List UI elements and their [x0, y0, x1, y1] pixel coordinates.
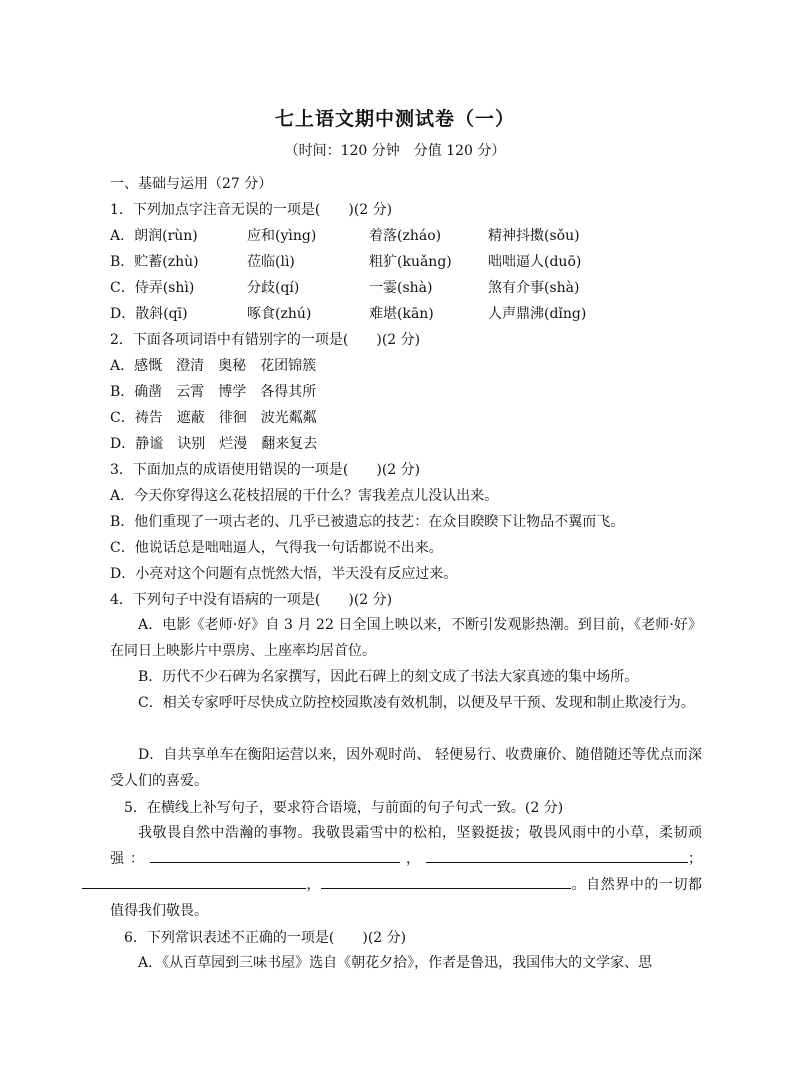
q5-blank-1[interactable]: [150, 848, 400, 863]
q2-option-c: C．祷告 遮蔽 徘徊 波光粼粼: [110, 410, 317, 426]
q1-d-1: D．散斜(qī): [110, 306, 188, 322]
q5-blank-2[interactable]: [426, 848, 688, 863]
q1-c-1: C．侍弄(shì): [110, 280, 195, 296]
section-heading: 一、基础与运用（27 分）: [110, 176, 273, 192]
q3-option-b: B．他们重现了一项古老的、几乎已被遗忘的技艺：在众目睽睽下让物品不翼而飞。: [110, 514, 625, 530]
q4-option-b: B．历代不少石碑为名家撰写，因此石碑上的刻文成了书法大家真迹的集中场所。: [138, 669, 639, 685]
q4-option-d: D．自共享单车在衡阳运营以来，因外观时尚、 轻便易行、收费廉价、随借随还等优点而深受人们的喜爱。: [110, 747, 702, 789]
q1-c-2: 分歧(qí): [247, 280, 300, 296]
q4-option-a: A．电影《老师·好》自 3 月 22 日全国上映以来，不断引发观影热潮。到目前，《老师·好》在同日上映影片中票房、上座率均居首位。: [110, 617, 702, 659]
q5-comma-2: ，: [306, 877, 322, 893]
q3-option-c: C．他说话总是咄咄逼人，气得我一句话都说不出来。: [110, 540, 443, 556]
question-5-stem: 5．在横线上补写句子，要求符合语境，与前面的句子句式一致。(2 分): [124, 800, 564, 816]
q1-d-4: 人声鼎沸(dǐng): [488, 306, 587, 322]
q4-option-c: C．相关专家呼吁尽快成立防控校园欺凌有效机制，以便及早干预、发现和制止欺凌行为。: [138, 695, 695, 711]
q1-b-3: 粗犷(kuǎng): [369, 254, 452, 270]
question-2-stem: 2．下面各项词语中有错别字的一项是( )(2 分): [110, 332, 421, 348]
q6-option-a: A．《从百草园到三味书屋》选自《朝花夕拾》，作者是鲁迅，我国伟大的文学家、思: [138, 955, 653, 971]
question-3-stem: 3．下面加点的成语使用错误的一项是( )(2 分): [110, 462, 421, 478]
q1-b-4: 咄咄逼人(duō): [488, 254, 582, 270]
q2-option-a: A．感慨 澄清 奥秘 花团锦簇: [110, 358, 317, 374]
q1-a-3: 着落(zháo): [369, 228, 442, 244]
page-title: 七上语文期中测试卷（一）: [274, 108, 515, 130]
q1-d-3: 难堪(kān): [369, 306, 434, 322]
q5-semicolon: ；: [688, 851, 702, 867]
q1-b-2: 莅临(lì): [247, 254, 295, 270]
q5-blank-4[interactable]: [321, 874, 571, 889]
question-6-stem: 6．下列常识表述不正确的一项是( )(2 分): [124, 930, 407, 946]
q5-blank-3[interactable]: [82, 874, 306, 889]
q5-comma: ，: [400, 851, 426, 867]
question-4-stem: 4．下列句子中没有语病的一项是( )(2 分): [110, 592, 393, 608]
q1-b-1: B．贮蓄(zhù): [110, 254, 199, 270]
q1-d-2: 啄食(zhú): [247, 306, 312, 322]
q3-option-d: D．小亮对这个问题有点恍然大悟，半天没有反应过来。: [110, 566, 458, 582]
q5-passage-start: 我敬畏自然中浩瀚的事物。我敬畏霜雪中的松柏，坚毅挺拔；敬畏风雨中的小草，柔韧顽强：: [110, 825, 702, 867]
q3-option-a: A．今天你穿得这么花枝招展的干什么？害我差点儿没认出来。: [110, 488, 499, 504]
q5-passage: [110, 820, 702, 924]
q1-c-3: 一霎(shà): [369, 280, 433, 296]
q2-option-d: D．静谧 诀别 烂漫 翻来复去: [110, 436, 318, 452]
q2-option-b: B．确凿 云霄 博学 各得其所: [110, 384, 317, 400]
q1-a-1: A．朗润(rùn): [110, 228, 198, 244]
q5-passage-end: 。自然界中的一切都值得我们敬畏。: [110, 877, 703, 919]
q1-a-2: 应和(yìng): [247, 228, 317, 244]
exam-info: （时间：120 分钟 分值 120 分）: [284, 143, 506, 159]
q1-a-4: 精神抖擞(sǒu): [488, 228, 580, 244]
q1-c-4: 煞有介事(shà): [488, 280, 580, 296]
question-1-stem: 1．下列加点字注音无误的一项是( )(2 分): [110, 202, 393, 218]
